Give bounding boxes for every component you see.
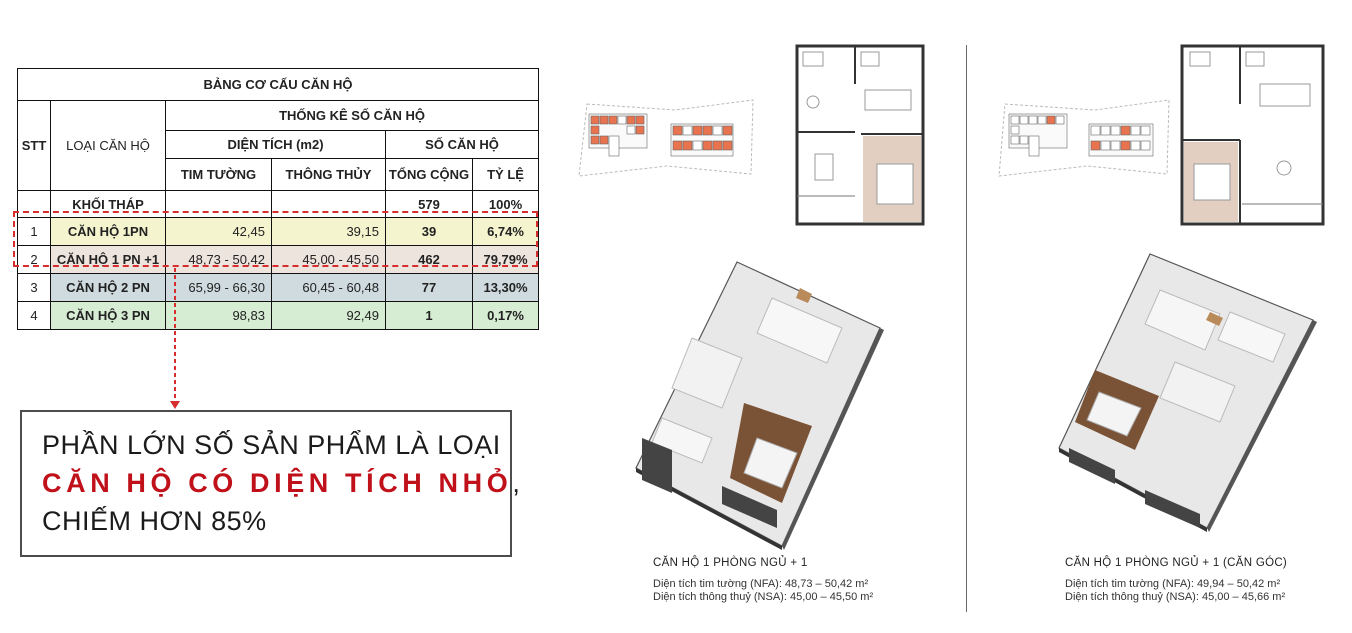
callout-box bbox=[20, 410, 525, 557]
header-ty-le: TỶ LỆ bbox=[473, 159, 539, 191]
summary-ratio: 100% bbox=[473, 191, 539, 218]
row-thong-thuy: 92,49 bbox=[272, 302, 386, 330]
header-area: DIỆN TÍCH (m2) bbox=[166, 131, 386, 159]
callout-line-3: CHIẾM HƠN 85% bbox=[42, 506, 267, 536]
plan-2-nsa: Diện tích thông thuỷ (NSA): 45,00 – 45,66 m² bbox=[1065, 591, 1286, 603]
row-type: CĂN HỘ 1PN bbox=[51, 218, 166, 246]
plan-2-nfa: Diện tích tim tường (NFA): 49,94 – 50,42 m² bbox=[1065, 578, 1281, 590]
callout-highlight: CĂN HỘ CÓ DIỆN TÍCH NHỎ bbox=[42, 468, 513, 498]
plan-1-nfa: Diện tích tim tường (NFA): 48,73 – 50,42 m² bbox=[653, 578, 869, 590]
header-count: SỐ CĂN HỘ bbox=[386, 131, 539, 159]
header-stats: THỐNG KÊ SỐ CĂN HỘ bbox=[166, 101, 539, 131]
header-tong-cong: TỔNG CỘNG bbox=[386, 159, 473, 191]
header-thong-thuy: THÔNG THỦY bbox=[272, 159, 386, 191]
row-ratio: 6,74% bbox=[473, 218, 539, 246]
row-type: CĂN HỘ 2 PN bbox=[51, 274, 166, 302]
row-thong-thuy: 39,15 bbox=[272, 218, 386, 246]
row-ratio: 13,30% bbox=[473, 274, 539, 302]
header-type: LOẠI CĂN HỘ bbox=[51, 101, 166, 191]
row-total: 77 bbox=[386, 274, 473, 302]
callout-line-1: PHẦN LỚN SỐ SẢN PHẨM LÀ LOẠI bbox=[42, 430, 501, 460]
row-ratio: 79,79% bbox=[473, 246, 539, 274]
row-type: CĂN HỘ 3 PN bbox=[51, 302, 166, 330]
callout-line-2 bbox=[42, 468, 524, 499]
key-plan-1 bbox=[575, 96, 755, 180]
row-tim-tuong: 65,99 - 66,30 bbox=[166, 274, 272, 302]
row-thong-thuy: 60,45 - 60,48 bbox=[272, 274, 386, 302]
row-tim-tuong: 98,83 bbox=[166, 302, 272, 330]
header-stt: STT bbox=[18, 101, 51, 191]
summary-total: 579 bbox=[386, 191, 473, 218]
connector-arrow bbox=[0, 0, 300, 420]
plan-1-title: CĂN HỘ 1 PHÒNG NGỦ + 1 bbox=[653, 557, 808, 569]
row-stt: 1 bbox=[18, 218, 51, 246]
table-title-text: BẢNG CƠ CẤU CĂN HỘ bbox=[203, 77, 353, 92]
row-total: 462 bbox=[386, 246, 473, 274]
row-type: CĂN HỘ 1 PN +1 bbox=[51, 246, 166, 274]
summary-label: KHỐI THÁP bbox=[51, 191, 166, 218]
header-tim-tuong: TIM TƯỜNG bbox=[166, 159, 272, 191]
plan-2-title: CĂN HỘ 1 PHÒNG NGỦ + 1 (CĂN GÓC) bbox=[1065, 557, 1288, 569]
plan-1-nsa: Diện tích thông thuỷ (NSA): 45,00 – 45,50 m² bbox=[653, 591, 874, 603]
row-tim-tuong: 42,45 bbox=[166, 218, 272, 246]
row-total: 39 bbox=[386, 218, 473, 246]
row-ratio: 0,17% bbox=[473, 302, 539, 330]
isometric-plan-2 bbox=[1055, 252, 1317, 532]
row-thong-thuy: 45,00 - 45,50 bbox=[272, 246, 386, 274]
callout-line-2-tail: , bbox=[512, 468, 525, 498]
floor-plan-2 bbox=[1180, 44, 1325, 226]
row-stt: 3 bbox=[18, 274, 51, 302]
floor-plan-1 bbox=[795, 44, 925, 226]
row-stt: 4 bbox=[18, 302, 51, 330]
panel-divider bbox=[966, 45, 967, 612]
row-total: 1 bbox=[386, 302, 473, 330]
isometric-plan-1 bbox=[632, 258, 887, 550]
key-plan-2 bbox=[995, 96, 1175, 180]
row-tim-tuong: 48,73 - 50,42 bbox=[166, 246, 272, 274]
row-stt: 2 bbox=[18, 246, 51, 274]
